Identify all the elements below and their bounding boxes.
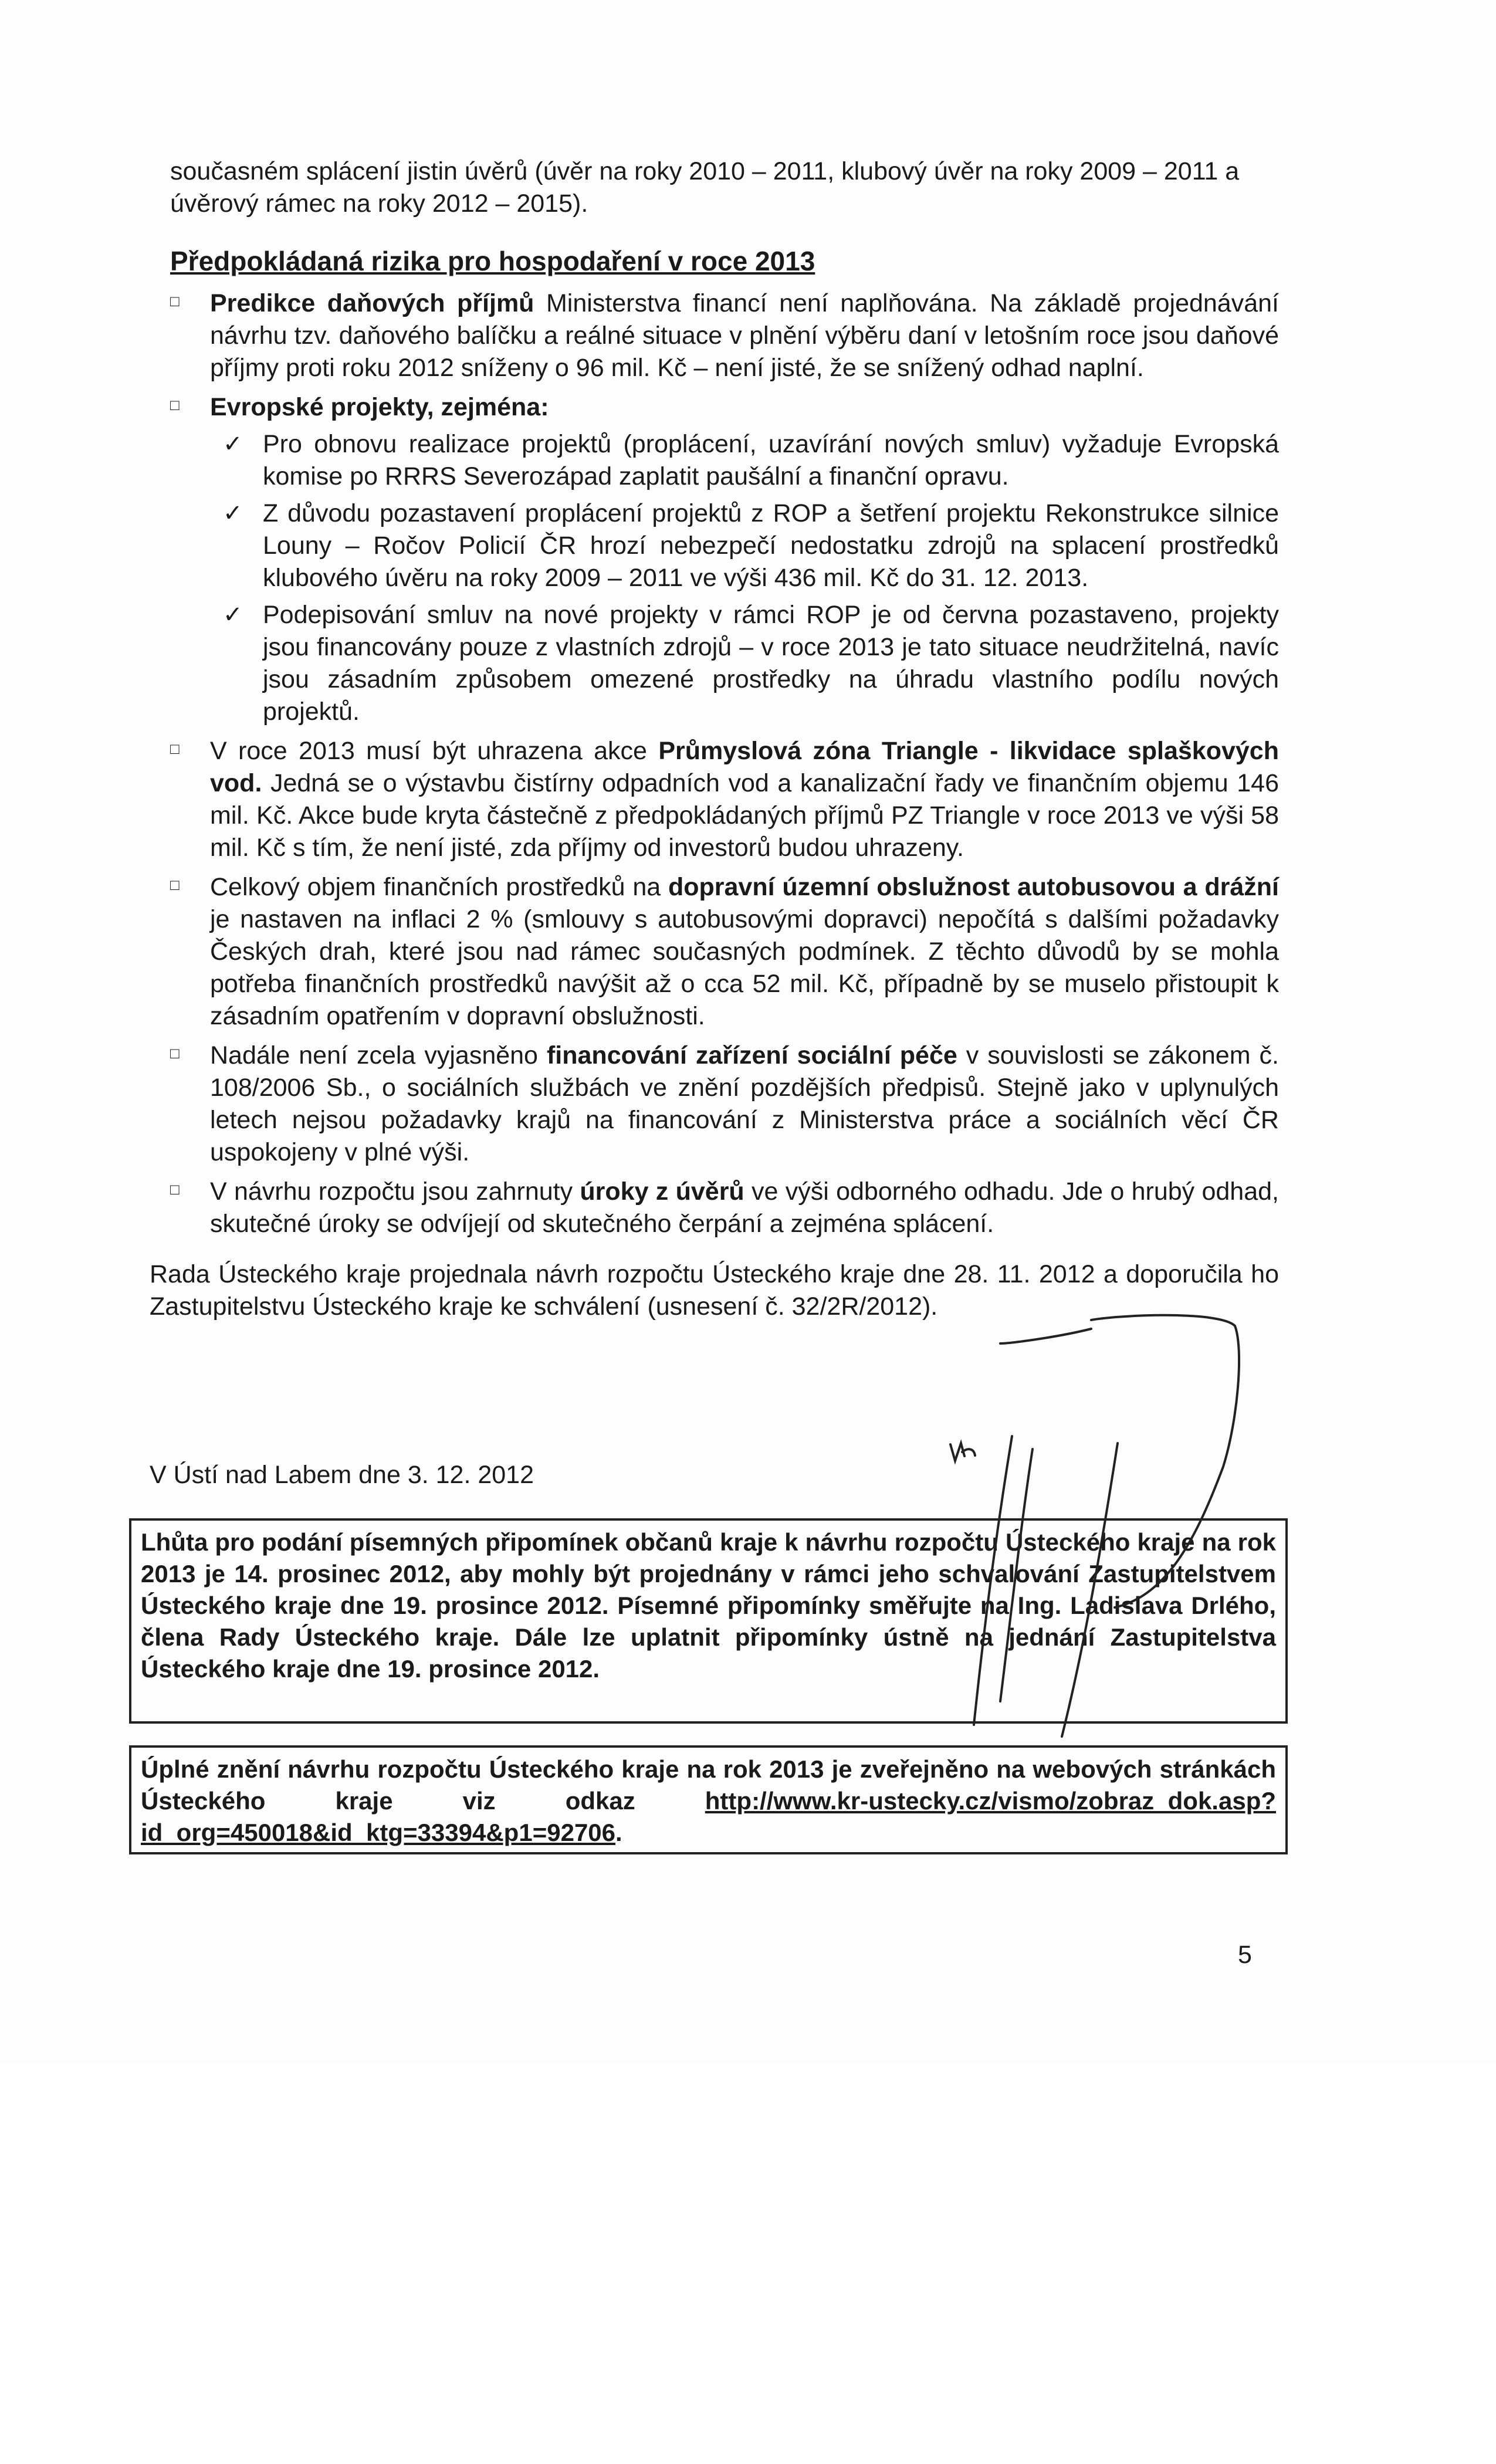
risk-item-eu-projects: □ Evropské projekty, zejména: ✓ Pro obnovu realizace projektů (proplácení, uzavírání nových smluv) vyžaduje Evropská komise po RRRS Severozápad zaplatit paušální a finanční opravu. ✓ Z důvodu pozastavení proplácení projektů z ROP a šetření projektu Rekonstrukce silnice Louny – Ročov Policií ČR hrozí nebezpečí nedostatku zdrojů na splacení prostředků klubového úvěru na roky 2009 – 2011 ve výši 436 mil. Kč do 31. 12. 2013. ✓ Podepisování smluv na nové projekty v rámci ROP je od června pozastaveno, projekty jsou financovány pouze z vlastních zdrojů – v roce 2013 je tato situace neudržitelná, navíc jsou zásadním způsobem omezené prostředky na úhradu vlastního podílu nových projektů. xyxy=(170,391,1279,728)
risk-item-triangle: □ V roce 2013 musí být uhrazena akce Průmyslová zóna Triangle - likvidace splaškových vod. Jedná se o výstavbu čistírny odpadních vod a kanalizační řady ve finančním objemu 146 mil. Kč. Akce bude kryta částečně z předpokládaných příjmů PZ Triangle v roce 2013 ve výši 58 mil. Kč s tím, že není jisté, zda příjmy od investorů budou uhrazeny. xyxy=(170,737,1279,862)
blank-scan-area xyxy=(0,2062,1496,2464)
checkmark-icon: ✓ xyxy=(223,500,243,526)
place-date: V Ústí nad Labem dne 3. 12. 2012 xyxy=(150,1461,534,1489)
full-text-link-box: Úplné znění návrhu rozpočtu Ústeckého kraje na rok 2013 je zveřejněno na webových stránkách Ústeckého kraje viz odkaz http://www.kr-ustecky.cz/vismo/zobraz_dok.asp?id_org=450018&id_ktg=33394&p1=92706. xyxy=(129,1745,1288,1854)
risk-item-transport: □ Celkový objem finančních prostředků na dopravní územní obslužnost autobusovou a drážní je nastaven na inflaci 2 % (smlouvy s autobusovými dopravci) nepočítá s dalšími požadavky Českých drah, které jsou nad rámec současných podmínek. Z těchto důvodů by se mohla potřeba finančních prostředků navýšit až o cca 52 mil. Kč, případně by se muselo přistoupit k zásadním opatřením v dopravní obslužnosti. xyxy=(170,873,1279,1030)
square-bullet-icon: □ xyxy=(170,1044,180,1062)
comment-deadline-box: Lhůta pro podání písemných připomínek občanů kraje k návrhu rozpočtu Ústeckého kraje na rok 2013 je 14. prosinec 2012, aby mohly být projednány v rámci jeho schvalování Zastupitelstvem Ústeckého kraje dne 19. prosince 2012. Písemné připomínky směřujte na Ing. Ladislava Drlého, člena Rady Ústeckého kraje. Dále lze uplatnit připomínky ústně na jednání Zastupitelstva Ústeckého kraje dne 19. prosince 2012. xyxy=(129,1518,1288,1724)
risk-item-tax: □ Predikce daňových příjmů Ministerstva financí není naplňována. Na základě projednávání návrhu tzv. daňového balíčku a reálné situace v plnění výběru daní v letošním roce jsou daňové příjmy proti roku 2012 sníženy o 96 mil. Kč – není jisté, že se snížený odhad naplní. xyxy=(170,289,1279,382)
sub-item: ✓ Podepisování smluv na nové projekty v rámci ROP je od června pozastaveno, projekty jsou financovány pouze z vlastních zdrojů – v roce 2013 je tato situace neudržitelná, navíc jsou zásadním způsobem omezené prostředky na úhradu vlastního podílu nových projektů. xyxy=(210,599,1279,728)
square-bullet-icon: □ xyxy=(170,1180,180,1198)
risk-item-interest: □ V návrhu rozpočtu jsou zahrnuty úroky z úvěrů ve výši odborného odhadu. Jde o hrubý odhad, skutečné úroky se odvíjejí od skutečného čerpání a zejména splácení. xyxy=(170,1177,1279,1238)
risk-list xyxy=(170,287,1279,1247)
sub-item: ✓ Z důvodu pozastavení proplácení projektů z ROP a šetření projektu Rekonstrukce silnice Louny – Ročov Policií ČR hrozí nebezpečí nedostatku zdrojů na splacení prostředků klubového úvěru na roky 2009 – 2011 ve výši 436 mil. Kč do 31. 12. 2013. xyxy=(210,497,1279,594)
checkmark-icon: ✓ xyxy=(223,431,243,457)
section-heading: Předpokládaná rizika pro hospodaření v roce 2013 xyxy=(170,246,815,276)
page-number: 5 xyxy=(1238,1941,1252,1969)
intro-paragraph: současném splácení jistin úvěrů (úvěr na roky 2010 – 2011, klubový úvěr na roky 2009 – 2011 a úvěrový rámec na roky 2012 – 2015). xyxy=(170,157,1240,218)
sub-item: ✓ Pro obnovu realizace projektů (proplácení, uzavírání nových smluv) vyžaduje Evropská komise po RRRS Severozápad zaplatit paušální a finanční opravu. xyxy=(210,428,1279,493)
council-paragraph: Rada Ústeckého kraje projednala návrh rozpočtu Ústeckého kraje dne 28. 11. 2012 a doporučila ho Zastupitelstvu Ústeckého kraje ke schválení (usnesení č. 32/2R/2012). xyxy=(150,1260,1279,1321)
square-bullet-icon: □ xyxy=(170,292,180,310)
square-bullet-icon: □ xyxy=(170,876,180,893)
risk-item-social-care: □ Nadále není zcela vyjasněno financování zařízení sociální péče v souvislosti se zákonem č. 108/2006 Sb., o sociálních službách ve znění pozdějších předpisů. Stejně jako v uplynulých letech nejsou požadavky krajů na financování z Ministerstva práce a sociálních věcí ČR uspokojeny v plné výši. xyxy=(170,1041,1279,1166)
checkmark-icon: ✓ xyxy=(223,602,243,628)
square-bullet-icon: □ xyxy=(170,396,180,414)
square-bullet-icon: □ xyxy=(170,740,180,757)
budget-link[interactable]: http://www.kr-ustecky.cz/vismo/zobraz_dok.asp?id_org=450018&id_ktg=33394&p1=92706 xyxy=(141,1787,1276,1846)
